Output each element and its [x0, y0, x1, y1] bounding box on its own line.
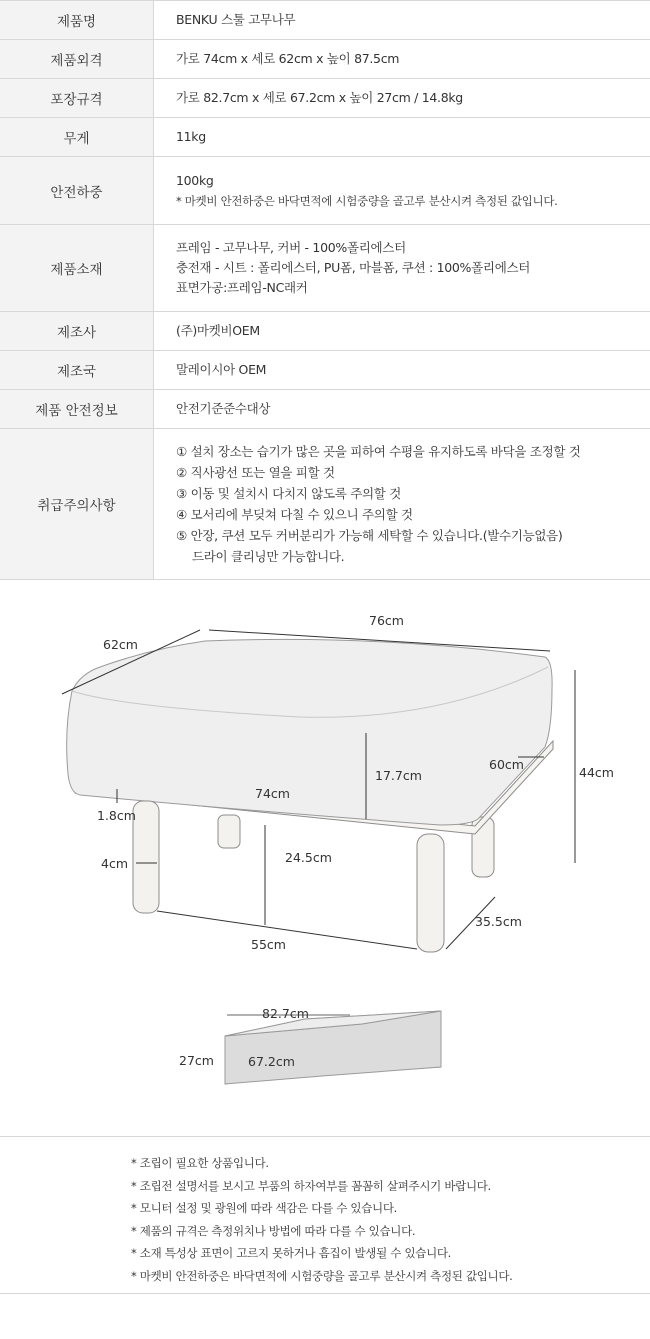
- spec-row-safety-info: [0, 390, 650, 429]
- note-item: * 소재 특성상 표면이 고르지 못하거나 흠집이 발생될 수 있습니다.: [131, 1246, 452, 1260]
- label-top-width: 76cm: [369, 613, 404, 628]
- notes-section: [0, 1136, 650, 1294]
- notes-list: [131, 1152, 513, 1287]
- package-box: [179, 1006, 441, 1084]
- note-item: * 제품의 규격은 측정위치나 방법에 따라 다를 수 있습니다.: [131, 1223, 416, 1238]
- back-left-leg: [218, 815, 240, 848]
- spec-value: 11kg: [176, 129, 206, 144]
- spec-value: 프레임 - 고무나무, 커버 - 100%폴리에스터 충전재 - 시트 : 폴리에스터, PU폼, 마블폼, 쿠션 : 100%폴리에스터 표면가공:프레임-NC래커: [176, 240, 531, 295]
- dimension-drawing: [0, 579, 650, 1136]
- spec-label: 안전하중: [0, 157, 154, 224]
- label-package-width: 82.7cm: [262, 1006, 309, 1021]
- label-leg-span-depth: 35.5cm: [475, 914, 522, 929]
- seat-cushion: [67, 639, 552, 825]
- label-cushion-height: 17.7cm: [375, 768, 422, 783]
- spec-value: 말레이시아 OEM: [176, 362, 267, 377]
- spec-row-weight: [0, 118, 650, 157]
- front-right-leg: [417, 834, 444, 952]
- label-frame-width: 74cm: [255, 786, 290, 801]
- spec-value: 안전기준준수대상: [176, 401, 271, 416]
- label-total-height: 44cm: [579, 765, 614, 780]
- spec-row-package-size: [0, 79, 650, 118]
- label-leg-height: 24.5cm: [285, 850, 332, 865]
- spec-value: 가로 82.7cm x 세로 67.2cm x 높이 27cm / 14.8kg: [176, 90, 463, 105]
- spec-label: 무게: [0, 118, 154, 156]
- dimension-figure: [0, 579, 650, 1137]
- spec-label: 제품소재: [0, 225, 154, 311]
- spec-row-handling-cautions: [0, 429, 650, 580]
- spec-label: 제조사: [0, 312, 154, 350]
- label-frame-thickness: 1.8cm: [97, 808, 136, 823]
- label-top-depth: 62cm: [103, 637, 138, 652]
- spec-row-product-name: [0, 1, 650, 40]
- spec-value: 가로 74cm x 세로 62cm x 높이 87.5cm: [176, 51, 400, 66]
- spec-value: BENKU 스툴 고무나무: [176, 12, 296, 27]
- spec-label: 제품 안전정보: [0, 390, 154, 428]
- front-left-leg: [133, 801, 159, 913]
- label-package-height: 27cm: [179, 1053, 214, 1068]
- spec-value: (주)마켓비OEM: [176, 323, 260, 338]
- note-item: * 조립이 필요한 상품입니다.: [131, 1156, 269, 1170]
- label-package-depth: 67.2cm: [248, 1054, 295, 1069]
- spec-value: ① 설치 장소는 습기가 많은 곳을 피하여 수평을 유지하도록 바닥을 조정할 것 ② 직사광선 또는 열을 피할 것 ③ 이동 및 설치시 다치지 않도록 주의할 것 ④ 모서리에 부딪쳐 다칠 수 있으니 주의할 것 ⑤ 안장, 쿠션 모두 커버분리가 가능해 세탁할 수 있습니다.(발수기능없음) 드라이 클리닝만 가능합니다.: [176, 444, 581, 564]
- spec-row-material: [0, 225, 650, 312]
- note-item: * 조립전 설명서를 보시고 부품의 하자여부를 꼼꼼히 살펴주시기 바랍니다.: [131, 1178, 491, 1193]
- spec-row-manufacturer: [0, 312, 650, 351]
- spec-row-dimensions: [0, 40, 650, 79]
- spec-row-origin: [0, 351, 650, 390]
- spec-row-safe-load: [0, 157, 650, 225]
- spec-label: 제품명: [0, 1, 154, 39]
- note-item: * 모니터 설정 및 광원에 따라 색감은 다를 수 있습니다.: [131, 1201, 397, 1215]
- spec-value: 100kg * 마켓비 안전하중은 바닥면적에 시험중량을 골고루 분산시켜 측정된 값입니다.: [176, 172, 558, 208]
- label-leg-diameter: 4cm: [101, 856, 129, 871]
- spec-label: 포장규격: [0, 79, 154, 117]
- spec-label: 제조국: [0, 351, 154, 389]
- label-frame-depth: 60cm: [489, 757, 524, 772]
- note-item: * 마켓비 안전하중은 바닥면적에 시험중량을 골고루 분산시켜 측정된 값입니다.: [131, 1268, 513, 1283]
- spec-label: 취급주의사항: [0, 429, 154, 579]
- spec-table: [0, 0, 650, 580]
- spec-label: 제품외격: [0, 40, 154, 78]
- label-leg-span-width: 55cm: [251, 937, 286, 952]
